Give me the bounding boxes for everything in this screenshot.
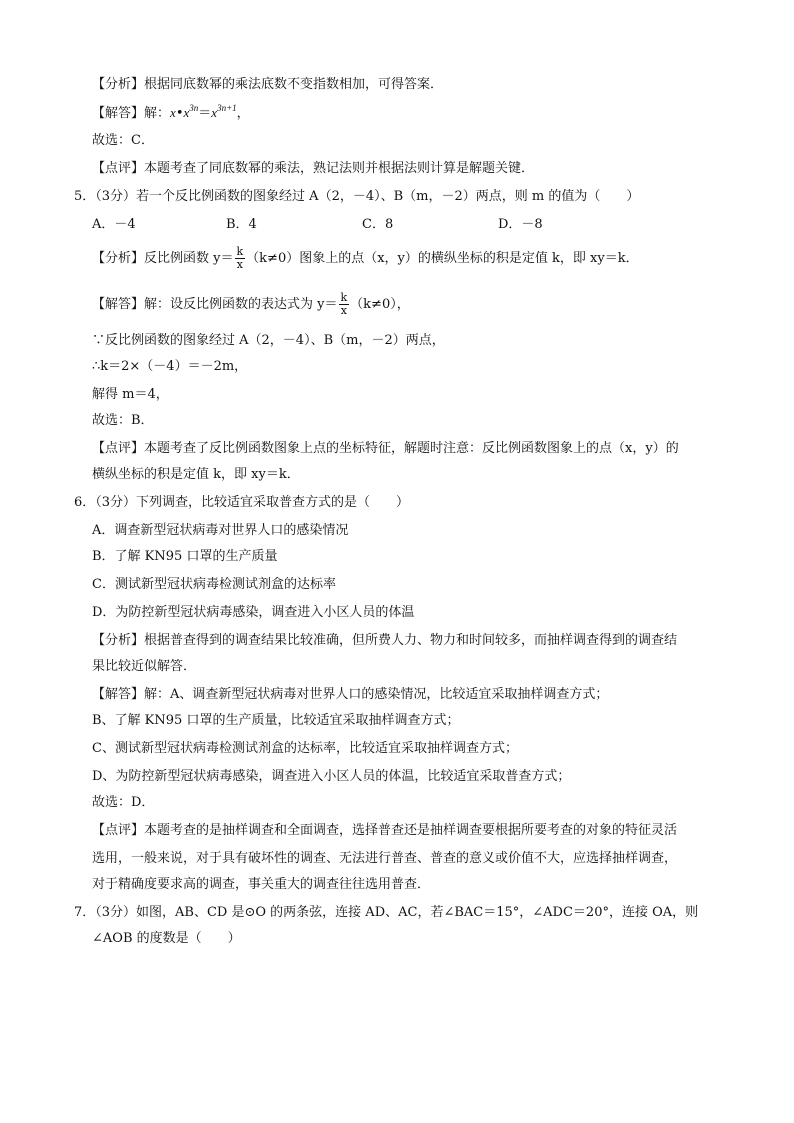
q7-stem-2: ∠AOB 的度数是（ ）: [92, 931, 241, 946]
q6-option-c: C．测试新型冠状病毒检测试剂盒的达标率: [92, 577, 336, 592]
q6-option-b: B．了解 KN95 口罩的生产质量: [92, 549, 278, 564]
q5-comment: 【点评】本题考查了反比例函数图象上点的坐标特征，解题时注意：反比例函数图象上的点（x，y）的: [92, 441, 679, 456]
q6-comment-2: 选用，一般来说，对于具有破坏性的调查、无法进行普查、普查的意义或价值不大，应选择抽样调查，: [92, 851, 678, 866]
q6-answer-2: B、了解 KN95 口罩的生产质量，比较适宜采取抽样调查方式；: [92, 713, 460, 728]
q6-choice: 故选：D．: [92, 795, 155, 810]
q5-option-c: C．8: [362, 217, 394, 232]
q5-line3: 解得 m＝4，: [92, 387, 169, 402]
analysis-tag: 【分析】: [92, 77, 145, 92]
q4-choice: 故选：C．: [92, 133, 154, 148]
q5-stem: 5．（3分）若一个反比例函数的图象经过 A（2，－4）、B（m，－2）两点，则 m 的值为（ ）: [74, 189, 640, 204]
q6-answer-3: C、测试新型冠状病毒检测试剂盒的达标率，比较适宜采取抽样调查方式；: [92, 741, 518, 756]
comment-tag: 【点评】: [92, 441, 145, 456]
comment-tag: 【点评】: [92, 823, 145, 838]
q5-line2: ∴k＝2×（－4）＝－2m，: [92, 359, 248, 374]
q6-option-a: A．调查新型冠状病毒对世界人口的感染情况: [92, 523, 349, 538]
q6-comment-3: 对于精确度要求高的调查，事关重大的调查往往选用普查．: [92, 877, 431, 892]
q6-comment: 【点评】本题考查的是抽样调查和全面调查，选择普查还是抽样调查要根据所要考查的对象的特征灵活: [92, 823, 678, 838]
q5-comment-2: 横纵坐标的积是定值 k，即 xy＝k．: [92, 467, 300, 482]
q6-option-d: D．为防控新型冠状病毒感染，调查进入小区人员的体温: [92, 605, 415, 620]
q6-answer-4: D、为防控新型冠状病毒感染，调查进入小区人员的体温，比较适宜采取普查方式；: [92, 769, 571, 784]
q5-answer: 【解答】解：设反比例函数的表达式为 y＝ $\frac{k}{x}$ （k≠0），: [92, 291, 410, 317]
q6-analysis-2: 果比较近似解答．: [92, 659, 197, 674]
q4-analysis: 【分析】根据同底数幂的乘法底数不变指数相加，可得答案．: [92, 77, 444, 92]
q6-stem: 6．（3分）下列调查，比较适宜采取普查方式的是（ ）: [74, 495, 410, 510]
q4-comment: 【点评】本题考查了同底数幂的乘法，熟记法则并根据法则计算是解题关键．: [92, 161, 535, 176]
answer-tag: 【解答】: [92, 106, 145, 121]
q5-choice: 故选：B．: [92, 413, 154, 428]
answer-tag: 【解答】: [92, 687, 145, 702]
q4-answer: 【解答】解：$x•x^{3n}=x^{3n+1}$，: [92, 103, 250, 121]
q5-line1: ∵反比例函数的图象经过 A（2，－4）、B（m，－2）两点，: [92, 333, 445, 348]
analysis-tag: 【分析】: [92, 251, 145, 266]
q5-analysis: 【分析】反比例函数 y＝ $\frac{k}{x}$ （k≠0）图象上的点（x，y）的横纵坐标的积是定值 k，即 xy＝k．: [92, 245, 639, 271]
q5-option-a: A．－4: [92, 217, 136, 232]
comment-tag: 【点评】: [92, 161, 145, 176]
fraction-k-over-x: $\frac{k}{x}$: [236, 245, 244, 271]
q5-option-d: D．－8: [498, 217, 543, 232]
q7-stem: 7．（3分）如图，AB、CD 是⊙O 的两条弦，连接 AD、AC，若∠BAC＝15°，∠ADC＝20°，连接 OA，则: [74, 905, 699, 920]
q6-answer: 【解答】解：A、调查新型冠状病毒对世界人口的感染情况，比较适宜采取抽样调查方式；: [92, 687, 609, 702]
q6-analysis: 【分析】根据普查得到的调查结果比较准确，但所费人力、物力和时间较多，而抽样调查得到的调查结: [92, 633, 678, 648]
fraction-k-over-x: $\frac{k}{x}$: [340, 291, 348, 317]
answer-tag: 【解答】: [92, 297, 145, 312]
analysis-tag: 【分析】: [92, 633, 145, 648]
q5-option-b: B．4: [226, 217, 257, 232]
